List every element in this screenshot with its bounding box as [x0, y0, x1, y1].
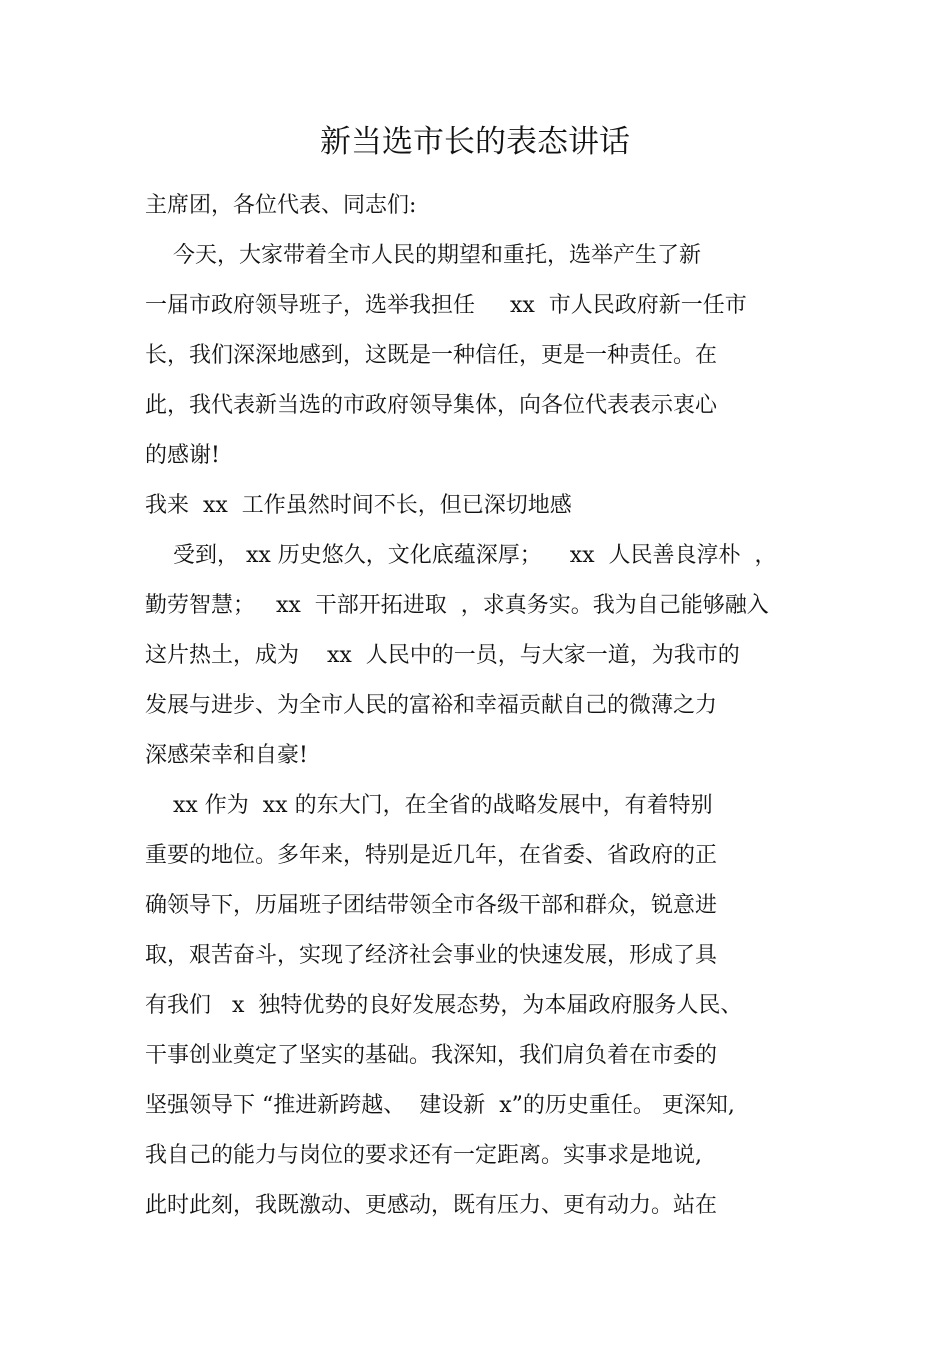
text-line: 这片热土，成为 xx 人民中的一员，与大家一道，为我市的: [145, 643, 740, 668]
text-line: 长，我们深深地感到，这既是一种信任，更是一种责任。在: [145, 343, 718, 368]
text-line: 此，我代表新当选的市政府领导集体，向各位代表表示衷心: [145, 393, 718, 418]
text-line: 今天，大家带着全市人民的期望和重托，选举产生了新: [145, 243, 701, 268]
text-line: 的感谢!: [145, 443, 220, 468]
text-line: 勤劳智慧； xx 干部开拓进取 ，求真务实。我为自己能够融入: [145, 593, 769, 618]
text-line: 发展与进步、为全市人民的富裕和幸福贡献自己的微薄之力: [145, 693, 718, 718]
text-line: 我来 xx 工作虽然时间不长，但已深切地感: [145, 493, 572, 518]
text-line: 有我们 x 独特优势的良好发展态势，为本届政府服务人民、: [145, 993, 743, 1018]
text-line: 我自己的能力与岗位的要求还有一定距离。实事求是地说,: [145, 1143, 702, 1168]
text-line: 深感荣幸和自豪!: [145, 743, 308, 768]
text-line: 受到， xx 历史悠久，文化底蕴深厚； xx 人民善良淳朴 ，: [145, 543, 777, 568]
text-line: 取，艰苦奋斗，实现了经济社会事业的快速发展，形成了具: [145, 943, 718, 968]
text-line: xx 作为 xx 的东大门，在全省的战略发展中，有着特别: [145, 793, 713, 818]
text-line: 此时此刻，我既激动、更感动，既有压力、更有动力。站在: [145, 1193, 718, 1218]
document-title: 新当选市长的表态讲话: [320, 124, 630, 160]
text-line: 一届市政府领导班子，选举我担任 xx 市人民政府新一任市: [145, 293, 747, 318]
text-line: 干事创业奠定了坚实的基础。我深知，我们肩负着在市委的: [145, 1043, 718, 1068]
text-line: 坚强领导下 “推进新跨越、 建设新 x”的历史重任。 更深知,: [145, 1093, 735, 1118]
text-line: 主席团，各位代表、同志们:: [145, 193, 417, 218]
text-line: 确领导下，历届班子团结带领全市各级干部和群众，锐意进: [145, 893, 718, 918]
text-line: 重要的地位。多年来，特别是近几年，在省委、省政府的正: [145, 843, 718, 868]
